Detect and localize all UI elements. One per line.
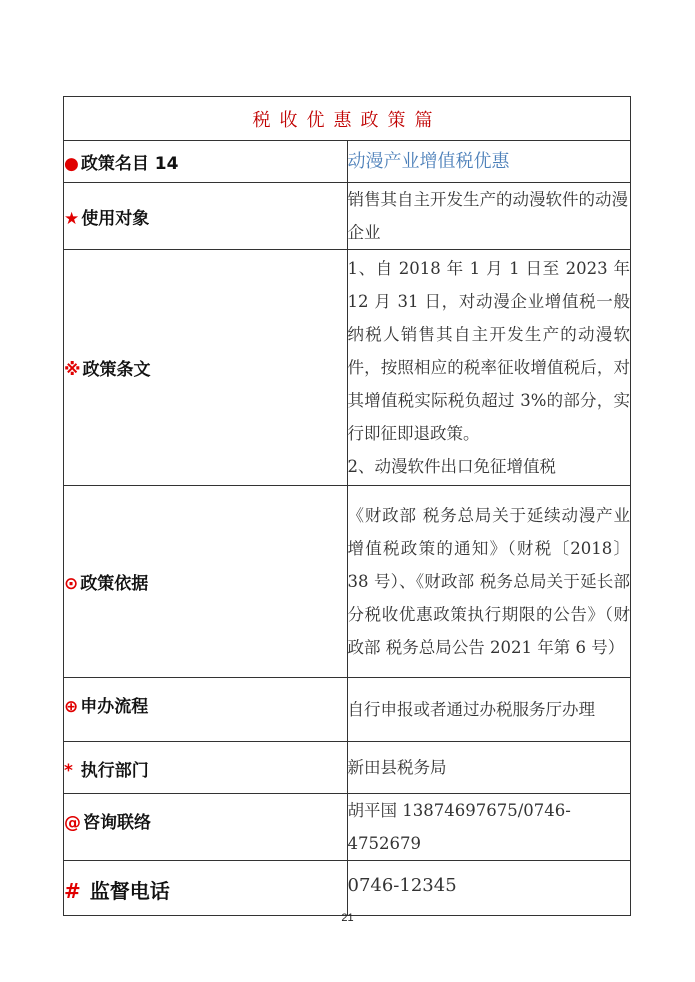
policy-table (63, 96, 631, 916)
table-row (64, 250, 631, 486)
table-row (64, 742, 631, 794)
title-row (64, 97, 631, 141)
row-label-text: 咨询联络 (83, 813, 151, 833)
policy-name-value: 动漫产业增值税优惠 (347, 141, 631, 183)
row-label (64, 678, 348, 742)
clause-paragraph: 2、动漫软件出口免征增值税 (347, 457, 556, 476)
row-label (64, 742, 348, 794)
table-row (64, 486, 631, 678)
row-label (64, 141, 348, 183)
at-sign-icon: @ (64, 813, 81, 833)
table-row (64, 678, 631, 742)
table-row (64, 794, 631, 861)
page-number: 21 (341, 912, 354, 924)
row-label (64, 486, 348, 678)
table-row (64, 183, 631, 250)
target-value: 销售其自主开发生产的动漫软件的动漫企业 (347, 183, 631, 250)
hash-icon: # (64, 879, 81, 903)
row-label-text: 监督电话 (82, 879, 170, 903)
row-label (64, 861, 348, 916)
reference-mark-icon: ※ (64, 360, 81, 380)
table-row (64, 141, 631, 183)
clause-paragraph: 1、自 2018 年 1 月 1 日至 2023 年 12 月 31 日，对动漫企业增值税一般纳税人销售其自主开发生产的动漫软件，按照相应的税率征收增值税后，对其增值税实际税负超过 3%的部分，实行即征即退政策。 (347, 259, 630, 443)
star-icon: ★ (64, 208, 80, 229)
page-title: 税收优惠政策篇 (64, 97, 631, 141)
row-label-text: 使用对象 (81, 208, 150, 229)
policy-basis-value (347, 486, 631, 678)
row-label-text: 政策条文 (82, 360, 151, 380)
table-row (64, 861, 631, 916)
asterisk-icon: * (64, 761, 73, 781)
contact-value: 胡平国 13874697675/0746-4752679 (347, 794, 631, 861)
basis-paragraph: 《财政部 税务总局关于延续动漫产业增值税政策的通知》（财税〔2018〕38 号）、《财政部 税务总局关于延长部分税收优惠政策执行期限的公告》（财政部 税务总局公告 2021 年第 6 号） (347, 506, 630, 657)
process-value: 自行申报或者通过办税服务厅办理 (347, 678, 631, 742)
row-label-text: 政策依据 (80, 574, 149, 594)
row-label-text: 执行部门 (74, 761, 149, 781)
circled-plus-icon: ⊕ (64, 697, 79, 717)
circled-dot-icon: ⊙ (64, 574, 79, 594)
row-label (64, 794, 348, 861)
policy-clauses (347, 250, 631, 486)
department-value: 新田县税务局 (347, 742, 631, 794)
bullet-icon: ● (64, 154, 79, 174)
row-label (64, 250, 348, 486)
supervision-phone-value: 0746-12345 (347, 861, 631, 916)
row-label-text: 申办流程 (80, 697, 149, 717)
row-label (64, 183, 348, 250)
row-label-text: 政策名目 14 (80, 154, 179, 174)
